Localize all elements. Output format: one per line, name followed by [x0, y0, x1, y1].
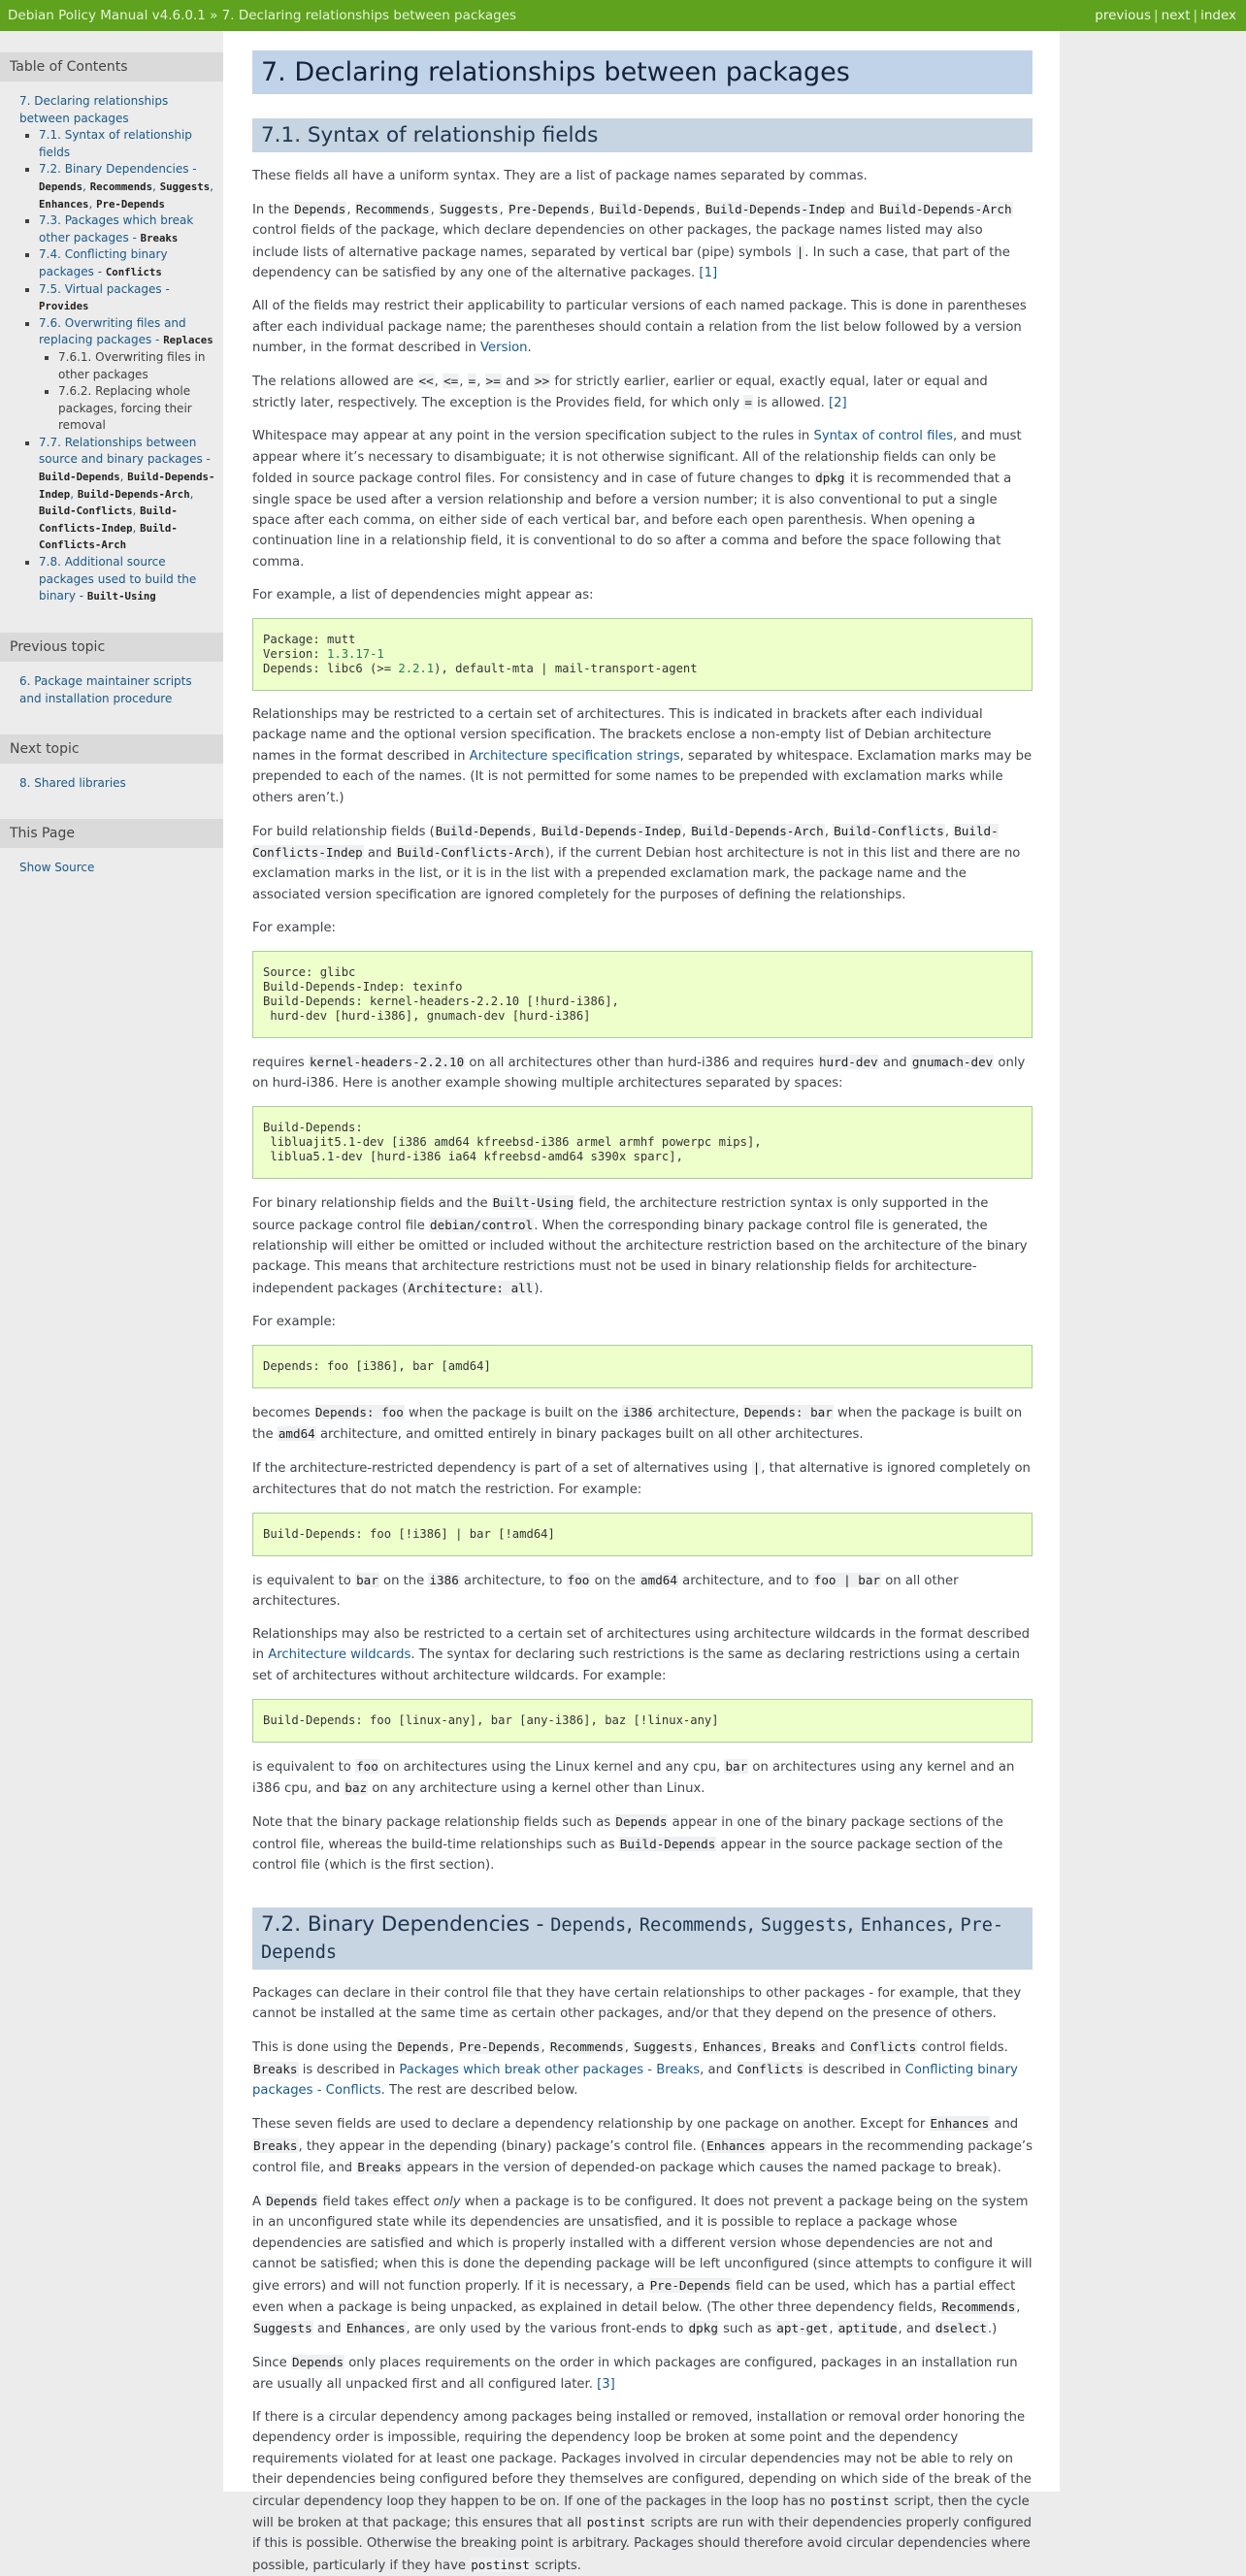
paragraph: Whitespace may appear at any point in the version specification subject to the rules in Syntax of control files, and must appear where it’s necessary to disambiguate; it is not otherwise significant. All of the relationship fields can only be folded in source package control files. For consistency and in case of future changes to dpkg it is recommended that a single space be used after a version relationship and before a version number; it is also conventional to put a single space after each comma, on either side of each vertical bar, and before each open parenthesis. When opening a continuation line in a relationship field, it is conventional to do so after a comma and before the space following that comma. — [252, 429, 1022, 570]
related-links — [1095, 8, 1236, 23]
paragraph: requires kernel-headers-2.2.10 on all architectures other than hurd-i386 and requires hurd-dev and gnumach-dev only on hurd-i386. Here is another example showing multiple architectures separated by spaces: — [252, 1054, 1026, 1092]
toc-link[interactable]: 7.4. Conflicting binary packages - Conflicts — [39, 247, 168, 278]
footnote-2-link[interactable]: [2] — [829, 396, 847, 411]
paragraph: Note that the binary package relationship fields such as Depends appear in one of the binary package sections of the control file, whereas the build-time relationships such as Build-Depends appear in the source package section of the control file (which is the first section). — [252, 1814, 1003, 1873]
paragraph: If the architecture-restricted dependency is part of a set of alternatives using |, that alternative is ignored completely on architectures that do not match the restriction. For example: — [252, 1460, 1031, 1497]
toc-list — [19, 127, 215, 605]
toc-link[interactable]: 7.2. Binary Dependencies - Depends, Recommends, Suggests, Enhances, Pre-Depends — [39, 162, 213, 211]
paragraph: The relations allowed are <<, <=, =, >= and >> for strictly earlier, earlier or equal, exactly equal, later or equal and strictly later, respectively. The exception is the Provides field, for which only = is allowed. [2] — [252, 374, 988, 411]
paragraph: These fields all have a uniform syntax. They are a list of package names separated by commas. — [252, 169, 868, 183]
toc-item[interactable] — [39, 212, 215, 246]
toc-link[interactable]: 7.3. Packages which break other packages - Breaks — [39, 213, 194, 245]
code-block-glibc: Source: glibc Build-Depends-Indep: texinfo Build-Depends: kernel-headers-2.2.10 [!hurd-i386], hurd-dev [hurd-i386], gnumach-dev [hurd-i386] — [252, 951, 1033, 1038]
toc-item[interactable] — [39, 435, 215, 554]
index-link[interactable]: index — [1200, 8, 1236, 23]
code-block-multiarch: Build-Depends: libluajit5.1-dev [i386 amd64 kfreebsd-i386 armel armhf powerpc mips], liblua5.1-dev [hurd-i386 ia64 kfreebsd-amd64 s390x sparc], — [252, 1106, 1033, 1179]
paragraph: In the Depends, Recommends, Suggests, Pre-Depends, Build-Depends, Build-Depends-Indep and Build-Depends-Arch control fields of the package, which declare dependencies on other packages, the package names listed may also include lists of alternative package names, separated by vertical bar (pipe) symbols |. In such a case, that part of the dependency can be satisfied by any one of the alternative packages. [1] — [252, 202, 1012, 281]
architecture-specification-strings-link[interactable]: Architecture specification strings — [469, 748, 680, 764]
paragraph: Packages can declare in their control file that they have certain relationships to other packages - for example, that they cannot be installed at the same time as certain other packages, and/or that they depend on the presence of others. — [252, 1986, 1022, 2022]
toc-link[interactable]: 7.7. Relationships between source and binary packages - Build-Depends, Build-Depends-Indep, Build-Depends-Arch, Build-Conflicts, Build-Conflicts-Indep, Build-Conflicts-Arch — [39, 435, 215, 552]
code-block-alternatives: Build-Depends: foo [!i386] | bar [!amd64] — [252, 1513, 1033, 1556]
toc-item[interactable] — [39, 246, 215, 280]
paragraph: All of the fields may restrict their applicability to particular versions of each named package. This is done in parentheses after each individual package name; the parentheses should contain a relation from the list below followed by a version number, in the format described in Version. — [252, 299, 1027, 356]
toc-heading: Table of Contents — [0, 52, 223, 82]
previous-topic-link[interactable]: 6. Package maintainer scripts and installation procedure — [19, 673, 192, 705]
paragraph: These seven fields are used to declare a dependency relationship by one package on another. Except for Enhances and Breaks, they appear in the depending (binary) package’s control file. (Enhances appears in the recommending package’s control file, and Breaks appears in the version of depended-on package which causes the named package to break). — [252, 2116, 1033, 2176]
version-line: Version: 1.3.17-1 — [263, 646, 384, 661]
paragraph: This is done using the Depends, Pre-Depends, Recommends, Suggests, Enhances, Breaks and Conflicts control fields. Breaks is described in Packages which break other packages - Breaks, and Conflicts is described in Conflicting binary packages - Conflicts. The rest are described below. — [252, 2039, 1018, 2099]
toc-link[interactable]: 7.8. Additional source packages used to build the binary - Built-Using — [39, 555, 197, 603]
main-content — [223, 31, 1060, 2573]
toc-link[interactable]: 7.1. Syntax of relationship fields — [39, 128, 192, 159]
paragraph: Relationships may be restricted to a certain set of architectures. This is indicated in brackets after each individual package name and the optional version specification. The brackets enclose a non-empty list of Debian architecture names in the format described in Architecture specification strings, separated by whitespace. Exclamation marks may be prepended to each of the names. (It is not permitted for some names to be prepended with exclamation marks while others aren’t.) — [252, 706, 1033, 805]
next-link[interactable]: next — [1161, 8, 1191, 23]
code-block-wildcards: Build-Depends: foo [linux-any], bar [any-i386], baz [!linux-any] — [252, 1699, 1033, 1743]
architecture-wildcards-link[interactable]: Architecture wildcards — [268, 1647, 411, 1663]
version-link[interactable]: Version — [480, 341, 528, 356]
conflicts-section-link[interactable]: Conflicting binary packages - Conflicts — [252, 2062, 1018, 2099]
paragraph: is equivalent to bar on the i386 architecture, to foo on the amd64 architecture, and to foo | bar on all other architectures. — [252, 1572, 959, 1609]
section-heading-7-1: 7.1. Syntax of relationship fields — [252, 118, 1033, 152]
toc-root-link[interactable]: 7. Declaring relationships between packages — [19, 94, 169, 125]
show-source-link[interactable]: Show Source — [19, 860, 95, 874]
toc-link[interactable]: 7.6. Overwriting files and replacing packages - Replaces — [39, 315, 213, 347]
toc-item[interactable] — [39, 315, 215, 435]
toc-item[interactable] — [39, 127, 215, 161]
toc-link[interactable]: 7.5. Virtual packages - Provides — [39, 281, 170, 313]
paragraph: Relationships may also be restricted to a certain set of architectures using architecture wildcards in the format described in Architecture wildcards. The syntax for declaring such restrictions is the same as declaring restrictions using a certain set of architectures without architecture wildcards. For example: — [252, 1626, 1031, 1683]
toc-subitem[interactable]: ▪ 7.6.1. Overwriting files in other packages — [58, 349, 215, 383]
paragraph: For binary relationship fields and the Built-Using field, the architecture restriction syntax is only supported in the source package control file debian/control. When the corresponding binary package control file is generated, the relationship will either be omitted or included without the architecture restriction based on the architecture of the binary package. This means that architecture restrictions must not be used in binary relationship fields for architecture-independent packages (Architecture: all). — [252, 1195, 1028, 1296]
syntax-of-control-files-link[interactable]: Syntax of control files — [813, 429, 954, 444]
code-block-foo-bar: Depends: foo [i386], bar [amd64] — [252, 1345, 1033, 1388]
right-margin — [1060, 31, 1246, 2492]
paragraph: For build relationship fields (Build-Depends, Build-Depends-Indep, Build-Depends-Arch, Build-Conflicts, Build-Conflicts-Indep and Build-Conflicts-Arch), if the current Debian host architecture is not in this list and there are no exclamation marks in the list, or it is in the list with a prepended exclamation mark, the package name and the associated version specification are ignored completely for the purposes of defining the relationships. — [252, 823, 1021, 902]
paragraph: becomes Depends: foo when the package is built on the i386 architecture, Depends: bar when the package is built on the amd64 architecture, and omitted entirely in binary packages built on all other architectures. — [252, 1404, 1023, 1443]
top-navigation-bar — [0, 0, 1246, 31]
separator: | — [1154, 8, 1159, 23]
toc-item[interactable] — [39, 281, 215, 315]
table-of-contents — [0, 82, 223, 613]
toc-subitem[interactable]: ▪ 7.6.2. Replacing whole packages, forcing their removal — [58, 383, 215, 435]
toc-item[interactable] — [39, 554, 215, 605]
paragraph: For example, a list of dependencies might appear as: — [252, 587, 594, 603]
previous-link[interactable]: previous — [1095, 8, 1152, 23]
paragraph: For example: — [252, 1314, 337, 1329]
separator: | — [1193, 8, 1198, 23]
breaks-section-link[interactable]: Packages which break other packages - Breaks — [399, 2062, 701, 2077]
footnote-3-link[interactable]: [3] — [597, 2376, 615, 2392]
paragraph: Since Depends only places requirements on the order in which packages are configured, packages in an installation run are usually all unpacked first and all configured later. [3] — [252, 2355, 1018, 2392]
page-title: 7. Declaring relationships between packages — [252, 50, 1033, 94]
next-topic-link[interactable]: 8. Shared libraries — [19, 775, 126, 790]
paragraph: If there is a circular dependency among packages being installed or removed, installation or removal order honoring the dependency order is impossible, requiring the dependency loop be broken at some point and the dependency requirements violated for at least one package. Packages involved in circular dependencies may not be able to rely on their dependencies being configured before they themselves are configured, depending on which side of the break of the circular dependency loop they happen to be on. If one of the packages in the loop has no postinst script, then the cycle will be broken at that package; this ensures that all postinst scripts are run with their dependencies properly configured if this is possible. Otherwise the breaking point is arbitrary. Packages should therefore avoid circular dependencies where possible, particularly if they have postinst scripts. — [252, 2409, 1032, 2573]
sidebar — [0, 31, 223, 2492]
depends-line: Depends: libc6 (>= 2.2.1), default-mta | mail-transport-agent — [263, 661, 698, 675]
section-heading-7-2: 7.2. Binary Dependencies - Depends, Recommends, Suggests, Enhances, Pre-Depends — [252, 1908, 1033, 1970]
paragraph: A Depends field takes effect only when a package is to be configured. It does not prevent a package being on the system in an unconfigured state while its dependencies are unsatisfied, and it is possible to replace a package whose dependencies are satisfied and which is properly installed with a different version whose dependencies are not and cannot be satisfied; when this is done the depending package will be left unconfigured (since attempts to configure it will give errors) and will not function properly. If it is necessary, a Pre-Depends field can be used, which has a partial effect even when a package is being unpacked, as explained in detail below. (The other three dependency fields, Recommends, Suggests and Enhances, are only used by the various front-ends to dpkg such as apt-get, aptitude, and dselect.) — [252, 2194, 1033, 2337]
paragraph: For example: — [252, 920, 337, 935]
next-topic-heading: Next topic — [0, 734, 223, 764]
previous-topic-heading: Previous topic — [0, 633, 223, 662]
toc-item[interactable] — [39, 161, 215, 212]
code-block-mutt: Package: mutt Version: 1.3.17-1 Depends: libc6 (>= 2.2.1), default-mta | mail-transport-agent — [252, 618, 1033, 691]
breadcrumb[interactable]: Debian Policy Manual v4.6.0.1 » 7. Declaring relationships between packages — [8, 8, 517, 23]
footnote-1-link[interactable]: [1] — [699, 266, 718, 281]
paragraph: is equivalent to foo on architectures using the Linux kernel and any cpu, bar on architectures using any kernel and an i386 cpu, and baz on any architecture using a kernel other than Linux. — [252, 1758, 1015, 1797]
this-page-heading: This Page — [0, 819, 223, 848]
